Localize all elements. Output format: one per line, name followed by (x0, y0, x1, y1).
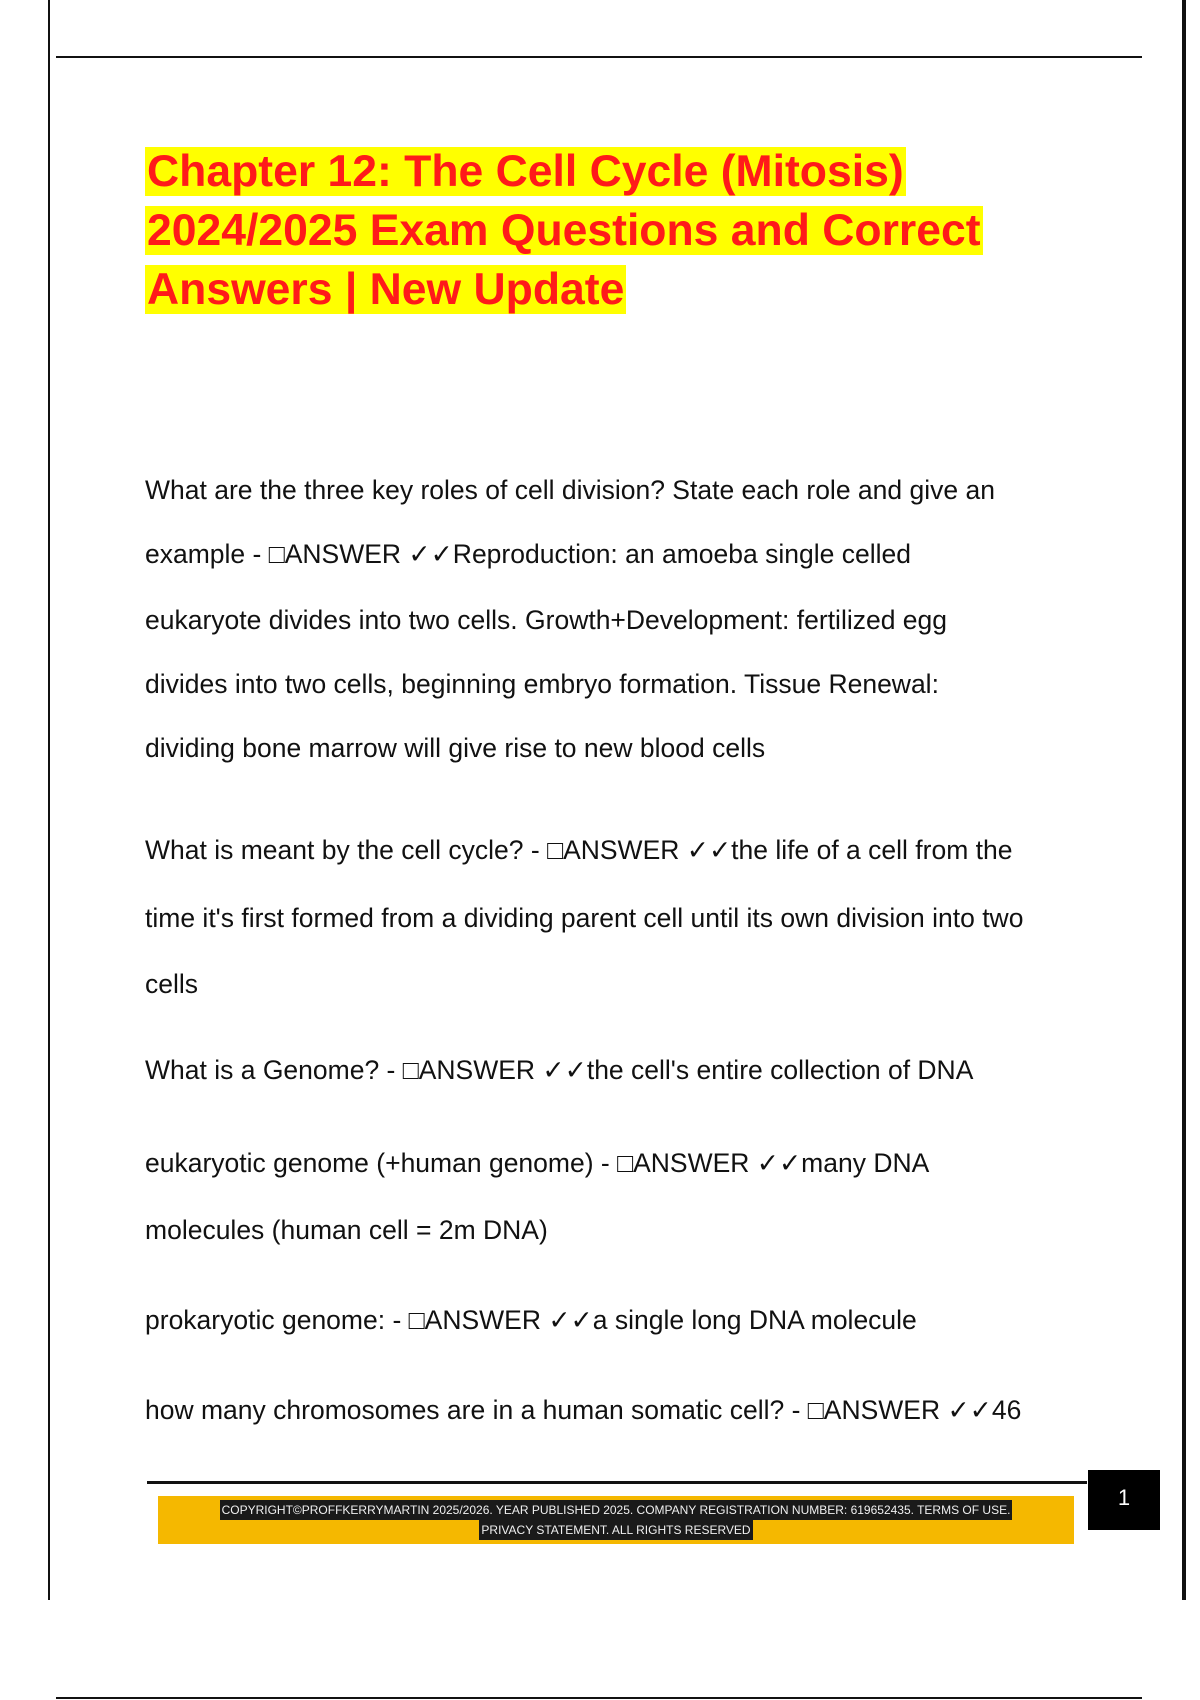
copyright-text: COPYRIGHT©PROFFKERRYMARTIN 2025/2026. YEAR PUBLISHED 2025. COMPANY REGISTRATION NUMBER: 619652435. TERMS OF USE. (220, 1500, 1013, 1520)
title-line: 2024/2025 Exam Questions and Correct (147, 206, 981, 255)
qa-line: eukaryotic genome (+human genome) - □ANSWER ✓✓many DNA (145, 1148, 930, 1178)
page-number: 1 (1088, 1470, 1160, 1530)
qa-line: how many chromosomes are in a human somatic cell? - □ANSWER ✓✓46 (145, 1395, 1022, 1425)
title-line: Answers | New Update (147, 265, 625, 314)
qa-block-eukaryotic-genome (145, 1130, 1095, 1264)
qa-line: time it's first formed from a dividing parent cell until its own division into two (145, 903, 1024, 933)
copyright-footer (158, 1496, 1074, 1544)
title-line: Chapter 12: The Cell Cycle (Mitosis) (147, 147, 904, 196)
qa-line: prokaryotic genome: - □ANSWER ✓✓a single long DNA molecule (145, 1305, 917, 1335)
qa-line: example - □ANSWER ✓✓Reproduction: an amoeba single celled (145, 539, 911, 569)
qa-line: eukaryote divides into two cells. Growth+Development: fertilized egg (145, 605, 948, 635)
qa-line: divides into two cells, beginning embryo formation. Tissue Renewal: (145, 669, 939, 699)
qa-line: What is a Genome? - □ANSWER ✓✓the cell's entire collection of DNA (145, 1055, 974, 1085)
qa-block-prokaryotic-genome (145, 1288, 1095, 1352)
footer-rule (147, 1481, 1087, 1484)
page-left-border (48, 0, 50, 1600)
qa-block-cell-division-roles (145, 460, 1095, 780)
qa-line: dividing bone marrow will give rise to new blood cells (145, 733, 766, 763)
qa-block-chromosomes (145, 1378, 1095, 1442)
header-rule (56, 56, 1142, 58)
qa-line: molecules (human cell = 2m DNA) (145, 1215, 548, 1245)
document-title (145, 142, 1105, 319)
page-right-border (1182, 0, 1186, 1600)
qa-block-cell-cycle (145, 816, 1095, 1016)
qa-line: What is meant by the cell cycle? - □ANSWER ✓✓the life of a cell from the (145, 835, 1013, 865)
qa-line: cells (145, 969, 199, 999)
next-page-rule (56, 1697, 1142, 1699)
copyright-text: PRIVACY STATEMENT. ALL RIGHTS RESERVED (479, 1520, 752, 1540)
qa-block-genome (145, 1038, 1095, 1102)
qa-line: What are the three key roles of cell division? State each role and give an (145, 475, 995, 505)
